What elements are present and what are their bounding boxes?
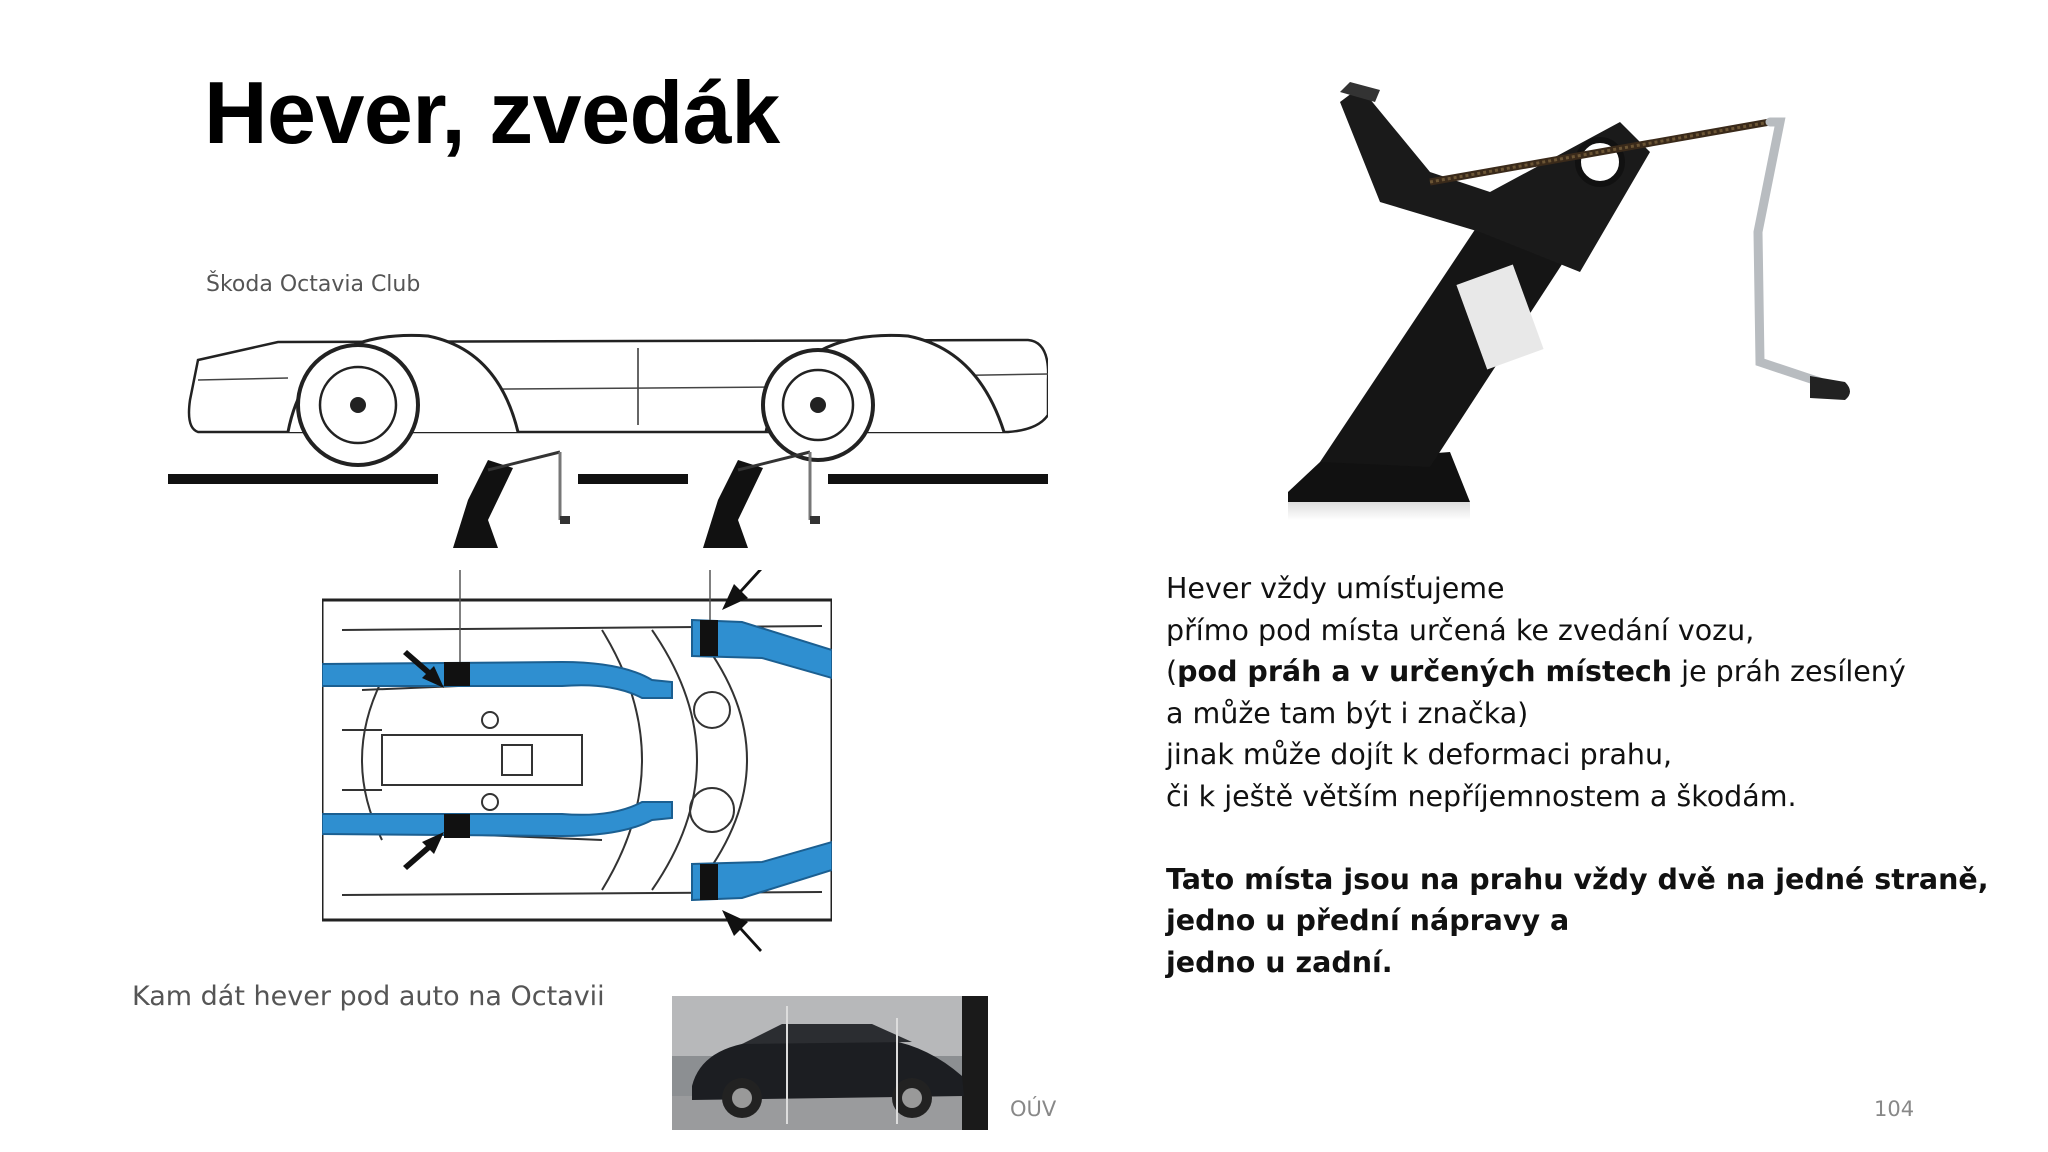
body-bold-line [1166,859,2006,901]
rear-wheel [763,350,873,460]
scissor-jack-photo [1280,82,1860,542]
slide-title: Hever, zvedák [204,63,780,162]
body-line [1166,651,2006,693]
body-line: Hever vždy umísťujeme [1166,572,1505,605]
body-text-open-paren: ( [1166,655,1178,688]
body-text [1166,568,2006,983]
body-text-rest: je práh zesílený [1672,655,1906,688]
body-bold-phrase: pod práh a v určených místech [1177,655,1673,688]
body-line: přímo pod místa určená ke zvedání vozu, [1166,613,1755,647]
body-bold-line [1166,900,2006,942]
jack-icon [453,452,570,548]
body-line: a může tam být i značka) [1166,696,1529,730]
jack-icon [703,452,820,548]
footer-label: OÚV [1010,1097,1057,1121]
car-side-diagram [168,320,1048,550]
page-number: 104 [1874,1097,1915,1121]
underbody-diagram [322,570,832,955]
body-bold-text: jedno u přední nápravy a [1166,904,1570,937]
body-bold-text: jedno u zadní. [1166,945,1393,979]
paragraph-gap [1166,817,2006,859]
diagram-caption: Škoda Octavia Club [206,272,421,297]
car-photo [672,996,988,1130]
photo-caption: Kam dát hever pod auto na Octavii [132,981,605,1012]
body-bold-line [1166,942,2006,984]
body-line: či k ještě větším nepříjemnostem a škodám. [1166,779,1797,813]
body-line: jinak může dojít k deformaci prahu, [1166,738,1673,771]
body-bold-text: Tato místa jsou na prahu vždy dvě na jedné straně, [1166,862,1989,896]
front-wheel [298,345,418,465]
